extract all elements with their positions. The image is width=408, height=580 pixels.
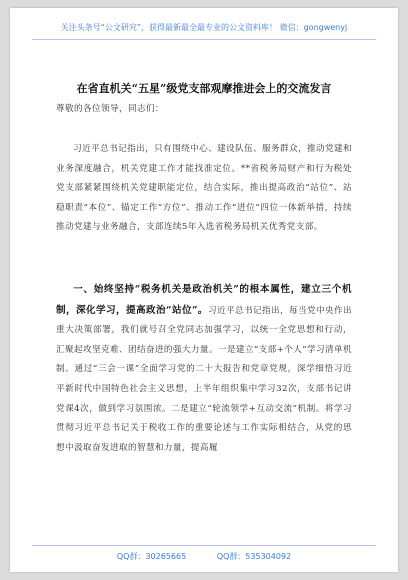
greeting: 尊敬的各位领导，同志们： bbox=[56, 104, 164, 114]
header-divider bbox=[32, 39, 376, 40]
footer-divider bbox=[32, 545, 376, 546]
qq-group-2: QQ群：535304092 bbox=[216, 552, 292, 561]
section-heading: 一、始终坚持“税务机关是政治机关”的根本属性，建立三个机制，深化学习，提高政治“站位”。 bbox=[56, 284, 352, 316]
footer-banner bbox=[10, 551, 398, 562]
header-banner: 关注头条号“公文研究”，获得最新最全最专业的公文资料库！ 微信：gongwenyj bbox=[60, 23, 348, 32]
document-page bbox=[10, 8, 398, 572]
paragraph-section-1 bbox=[56, 280, 352, 458]
section-body: 习近平总书记指出，每当党中央作出重大决策部署，我们就号召全党同志加强学习，以统一全党思想和行动，汇聚起攻坚克难、团结奋进的强大力量。一是建立“支部+个人”学习清单机制。通过“三会一课”全面学习党的二十大报告和党章党规，深学细悟习近平新时代中国特色社会主义思想，上半年组织集中学习32次，支部书记讲党课4次，做到学习氛围浓。二是建立“轮流领学+互动交流”机制。将学习贯彻习近平总书记关于税收工作的重要论述与工作实际相结合，从党的思想中汲取奋发进取的智慧和力量，提高履 bbox=[56, 305, 353, 453]
paragraph-intro: 习近平总书记指出，只有围绕中心、建设队伍、服务群众，推动党建和业务深度融合，机关党建工作才能找准定位。**省税务局财产和行为税处党支部紧紧围绕机关党建职能定位，结合实际，推出提高政治“站位”、站稳职责“本位”、锚定工作“方位”、推动工作“进位”四位一体新举措，持续推动党建与业务融合，支部连续5年入选省税务局机关优秀党支部。 bbox=[56, 144, 352, 233]
qq-group-1: QQ群：30265665 bbox=[116, 552, 187, 561]
document-title: 在省直机关“五星”级党支部观摩推进会上的交流发言 bbox=[76, 82, 332, 95]
